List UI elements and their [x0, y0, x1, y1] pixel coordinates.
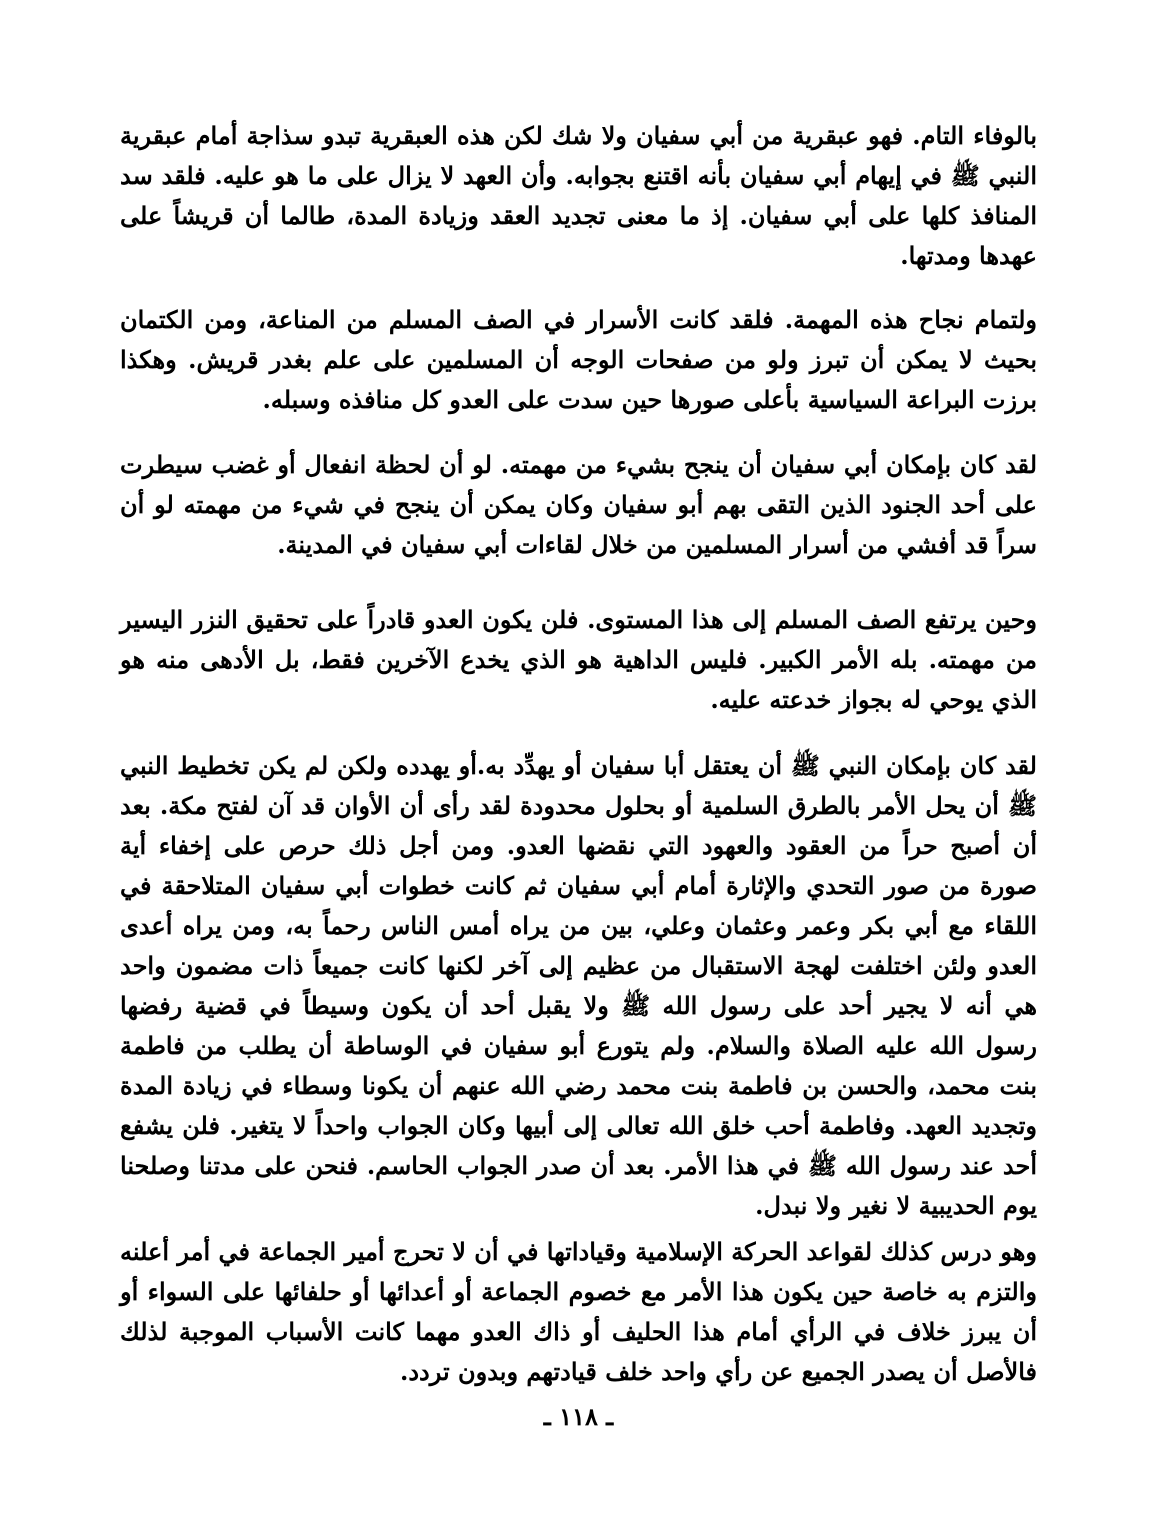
page-number: ـ ١١٨ ـ	[543, 1402, 614, 1431]
paragraph-4: وحين يرتفع الصف المسلم إلى هذا المستوى. فلن يكون العدو قادراً على تحقيق النزر اليسير من مهمته. بله الأمر الكبير. فليس الداهية هو الذي يخدع الآخرين فقط، بل الأدهى منه هو الذي يوحي له بجواز خدعته عليه.	[120, 605, 1037, 714]
paragraph-2: ولتمام نجاح هذه المهمة. فلقد كانت الأسرار في الصف المسلم من المناعة، ومن الكتمان بحيث لا يمكن أن تبرز ولو من صفحات الوجه أن المسلمين على علم بغدر قريش. وهكذا برزت البراعة السياسية بأعلى صورها حين سدت على العدو كل منافذه وسبله.	[120, 305, 1037, 414]
paragraph-1: بالوفاء التام. فهو عبقرية من أبي سفيان ولا شك لكن هذه العبقرية تبدو سذاجة أمام عبقرية النبي ﷺ في إيهام أبي سفيان بأنه اقتنع بجوابه. وأن العهد لا يزال على ما هو عليه. فلقد سد المنافذ كلها على أبي سفيان. إذ ما معنى تجديد العقد وزيادة المدة، طالما أن قريشاً على عهدها ومدتها.	[120, 121, 1037, 270]
paragraph-6: وهو درس كذلك لقواعد الحركة الإسلامية وقياداتها في أن لا تحرج أمير الجماعة في أمر أعلنه والتزم به خاصة حين يكون هذا الأمر مع خصوم الجماعة أو أعدائها أو حلفائها على السواء أو أن يبرز خلاف في الرأي أمام هذا الحليف أو ذاك العدو مهما كانت الأسباب الموجبة لذلك فالأصل أن يصدر الجميع عن رأي واحد خلف قيادتهم وبدون تردد.	[120, 1237, 1037, 1386]
paragraph-5: لقد كان بإمكان النبي ﷺ أن يعتقل أبا سفيان أو يهدِّد به.أو يهدده ولكن لم يكن تخطيط النبي ﷺ أن يحل الأمر بالطرق السلمية أو بحلول محدودة لقد رأى أن الأوان قد آن لفتح مكة. بعد أن أصبح حراً من العقود والعهود التي نقضها العدو. ومن أجل ذلك حرص على إخفاء أية صورة من صور التحدي والإثارة أمام أبي سفيان ثم كانت خطوات أبي سفيان المتلاحقة في اللقاء مع أبي بكر وعمر وعثمان وعلي، بين من يراه أمس الناس رحماً به، ومن يراه أعدى العدو ولئن اختلفت لهجة الاستقبال من عظيم إلى آخر لكنها كانت جميعاً ذات مضمون واحد هي أنه لا يجير أحد على رسول الله ﷺ ولا يقبل أحد أن يكون وسيطاً في قضية رفضها رسول الله عليه الصلاة والسلام. ولم يتورع أبو سفيان في الوساطة أن يطلب من فاطمة بنت محمد، والحسن بن فاطمة بنت محمد رضي الله عنهم أن يكونا وسطاء في زيادة المدة وتجديد العهد. وفاطمة أحب خلق الله تعالى إلى أبيها وكان الجواب واحداً لا يتغير. فلن يشفع أحد عند رسول الله ﷺ في هذا الأمر. بعد أن صدر الجواب الحاسم. فنحن على مدتنا وصلحنا يوم الحديبية لا نغير ولا نبدل.	[120, 751, 1038, 1220]
paragraph-3: لقد كان بإمكان أبي سفيان أن ينجح بشيء من مهمته. لو أن لحظة انفعال أو غضب سيطرت على أحد الجنود الذين التقى بهم أبو سفيان وكان يمكن أن ينجح في شيء من مهمته لو أن سراً قد أفشي من أسرار المسلمين من خلال لقاءات أبي سفيان في المدينة.	[120, 450, 1037, 559]
